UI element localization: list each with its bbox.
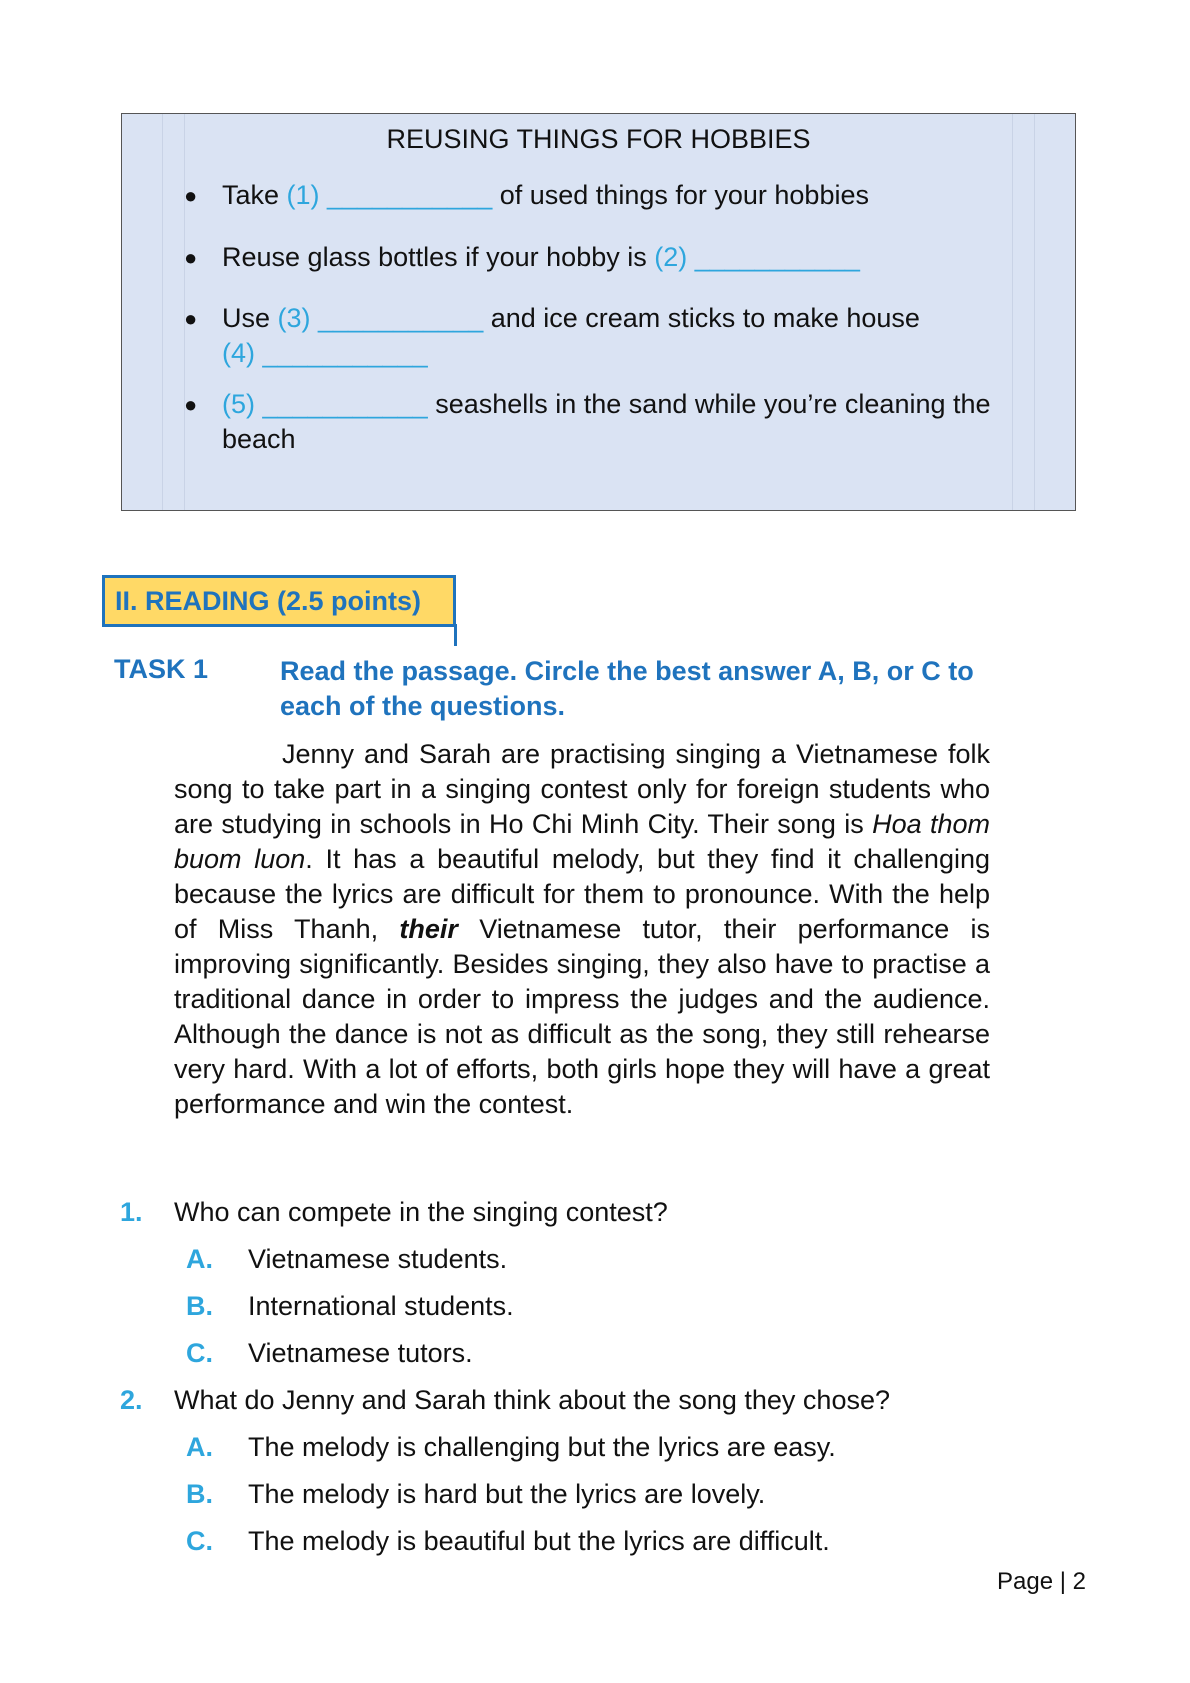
note-item-1 bbox=[184, 178, 1052, 213]
emphasized-word: their bbox=[399, 914, 458, 944]
gap-blank[interactable]: ___________ bbox=[255, 338, 428, 368]
song-title: Hoa thom buom luon bbox=[174, 809, 990, 874]
option-text: The melody is hard but the lyrics are lovely. bbox=[248, 1479, 766, 1509]
option-text: Vietnamese tutors. bbox=[248, 1338, 473, 1368]
option-letter[interactable]: A. bbox=[186, 1244, 213, 1274]
bullet-icon: ● bbox=[184, 306, 198, 331]
page-number: Page | 2 bbox=[997, 1568, 1086, 1595]
bullet-icon: ● bbox=[184, 392, 198, 417]
note-item-2 bbox=[184, 240, 1052, 275]
question-text: What do Jenny and Sarah think about the song they chose? bbox=[174, 1385, 890, 1415]
gap-number: (5) bbox=[222, 389, 255, 419]
note-text: Take bbox=[222, 180, 287, 210]
gap-blank[interactable]: ___________ bbox=[319, 180, 493, 210]
option-letter[interactable]: A. bbox=[186, 1432, 213, 1462]
notes-box bbox=[121, 113, 1076, 511]
task-label: TASK 1 bbox=[114, 654, 209, 684]
bullet-icon: ● bbox=[184, 245, 198, 270]
question-number: 1. bbox=[120, 1197, 143, 1227]
note-item-3 bbox=[184, 301, 1052, 371]
note-text: of used things for your hobbies bbox=[492, 180, 869, 210]
option-letter[interactable]: C. bbox=[186, 1526, 213, 1556]
grid-line bbox=[162, 114, 163, 510]
gap-blank[interactable]: ___________ bbox=[687, 242, 860, 272]
note-text: seashells in the sand while you’re cleaning the beach bbox=[222, 389, 991, 454]
note-item-5 bbox=[184, 387, 1052, 457]
option-letter[interactable]: B. bbox=[186, 1479, 213, 1509]
option-letter[interactable]: B. bbox=[186, 1291, 213, 1321]
option-text: The melody is challenging but the lyrics are easy. bbox=[248, 1432, 836, 1462]
option-letter[interactable]: C. bbox=[186, 1338, 213, 1368]
passage-text: Jenny and Sarah are practising singing a Vietnamese folk song to take part in a singing contest only for foreign students who are studying in schools in Ho Chi Minh City. Their song is bbox=[174, 739, 990, 839]
passage-text: Vietnamese tutor, their performance is improving significantly. Besides singing, they also have to practise a traditional dance in order to impress the judges and the audience. Although the dance is not as difficult as the song, they still rehearse very hard. With a lot of efforts, both girls hope they will have a great performance and win the contest. bbox=[174, 914, 991, 1119]
gap-blank[interactable]: ___________ bbox=[255, 389, 428, 419]
gap-number: (4) bbox=[222, 338, 255, 368]
reading-passage bbox=[174, 737, 990, 1122]
bullet-icon: ● bbox=[184, 183, 198, 208]
option-text: The melody is beautiful but the lyrics are difficult. bbox=[248, 1526, 830, 1556]
gap-number: (1) bbox=[286, 180, 320, 210]
question-text: Who can compete in the singing contest? bbox=[174, 1197, 668, 1227]
task-instruction: Read the passage. Circle the best answer A, B, or C to each of the questions. bbox=[280, 656, 974, 721]
notes-title: REUSING THINGS FOR HOBBIES bbox=[386, 124, 811, 154]
note-text: Reuse glass bottles if your hobby is bbox=[222, 242, 655, 272]
gap-number: (3) bbox=[277, 303, 311, 333]
gap-blank[interactable]: ___________ bbox=[310, 303, 484, 333]
option-text: Vietnamese students. bbox=[248, 1244, 508, 1274]
question-number: 2. bbox=[120, 1385, 143, 1415]
section-heading-rule bbox=[454, 624, 457, 646]
passage-text: . It has a beautiful melody, but they find it challenging because the lyrics are difficult for them to pronounce. With the help of Miss Thanh, bbox=[174, 844, 990, 944]
option-text: International students. bbox=[248, 1291, 514, 1321]
gap-number: (2) bbox=[654, 242, 688, 272]
section-heading: II. READING (2.5 points) bbox=[102, 575, 456, 627]
note-text: Use bbox=[222, 303, 278, 333]
note-text: and ice cream sticks to make house bbox=[483, 303, 920, 333]
